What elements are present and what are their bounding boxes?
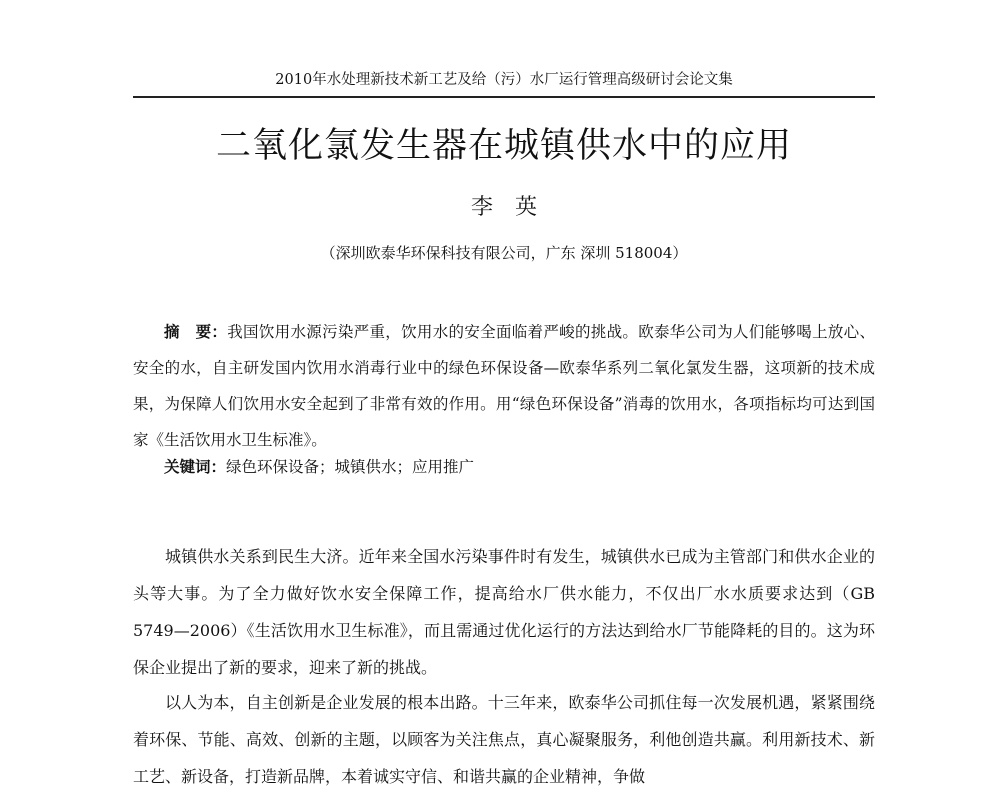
- keywords-text: 绿色环保设备；城镇供水；应用推广: [226, 458, 475, 476]
- header-rule: [133, 96, 875, 98]
- paper-title: 二氧化氯发生器在城镇供水中的应用: [215, 126, 792, 166]
- abstract: [133, 314, 875, 458]
- abstract-text: 我国饮用水源污染严重，饮用水的安全面临着严峻的挑战。欧泰华公司为人们能够喝上放心、安全的水，自主研发国内饮用水消毒行业中的绿色环保设备—欧泰华系列二氧化氯发生器，这项新的技术成果，为保障人们饮用水安全起到了非常有效的作用。用“绿色环保设备”消毒的饮用水，各项指标均可达到国家《生活饮用水卫生标准》。: [133, 323, 875, 449]
- keywords: [133, 452, 875, 482]
- author-affiliation: （深圳欧泰华环保科技有限公司，广东 深圳 518004）: [320, 244, 688, 262]
- body-paragraph: 以人为本，自主创新是企业发展的根本出路。十三年来，欧泰华公司抓住每一次发展机遇，紧紧围绕着环保、节能、高效、创新的主题，以顾客为关注焦点，真心凝聚服务，利他创造共赢。利用新技术、新工艺、新设备，打造新品牌，本着诚实守信、和谐共赢的企业精神，争做: [133, 693, 875, 786]
- body-paragraph: 城镇供水关系到民生大济。近年来全国水污染事件时有发生，城镇供水已成为主管部门和供水企业的头等大事。为了全力做好饮水安全保障工作，提高给水厂供水能力，不仅出厂水水质要求达到（GB 5749—2006）《生活饮用水卫生标准》，而且需通过优化运行的方法达到给水厂节能降耗的目的。这为环保企业提出了新的要求，迎来了新的挑战。: [133, 547, 875, 677]
- keywords-label: 关键词：: [164, 457, 227, 476]
- running-header: 2010年水处理新技术新工艺及给（污）水厂运行管理高级研讨会论文集: [275, 72, 733, 88]
- abstract-label: 摘 要：: [164, 322, 228, 341]
- author-name: 李英: [470, 195, 559, 220]
